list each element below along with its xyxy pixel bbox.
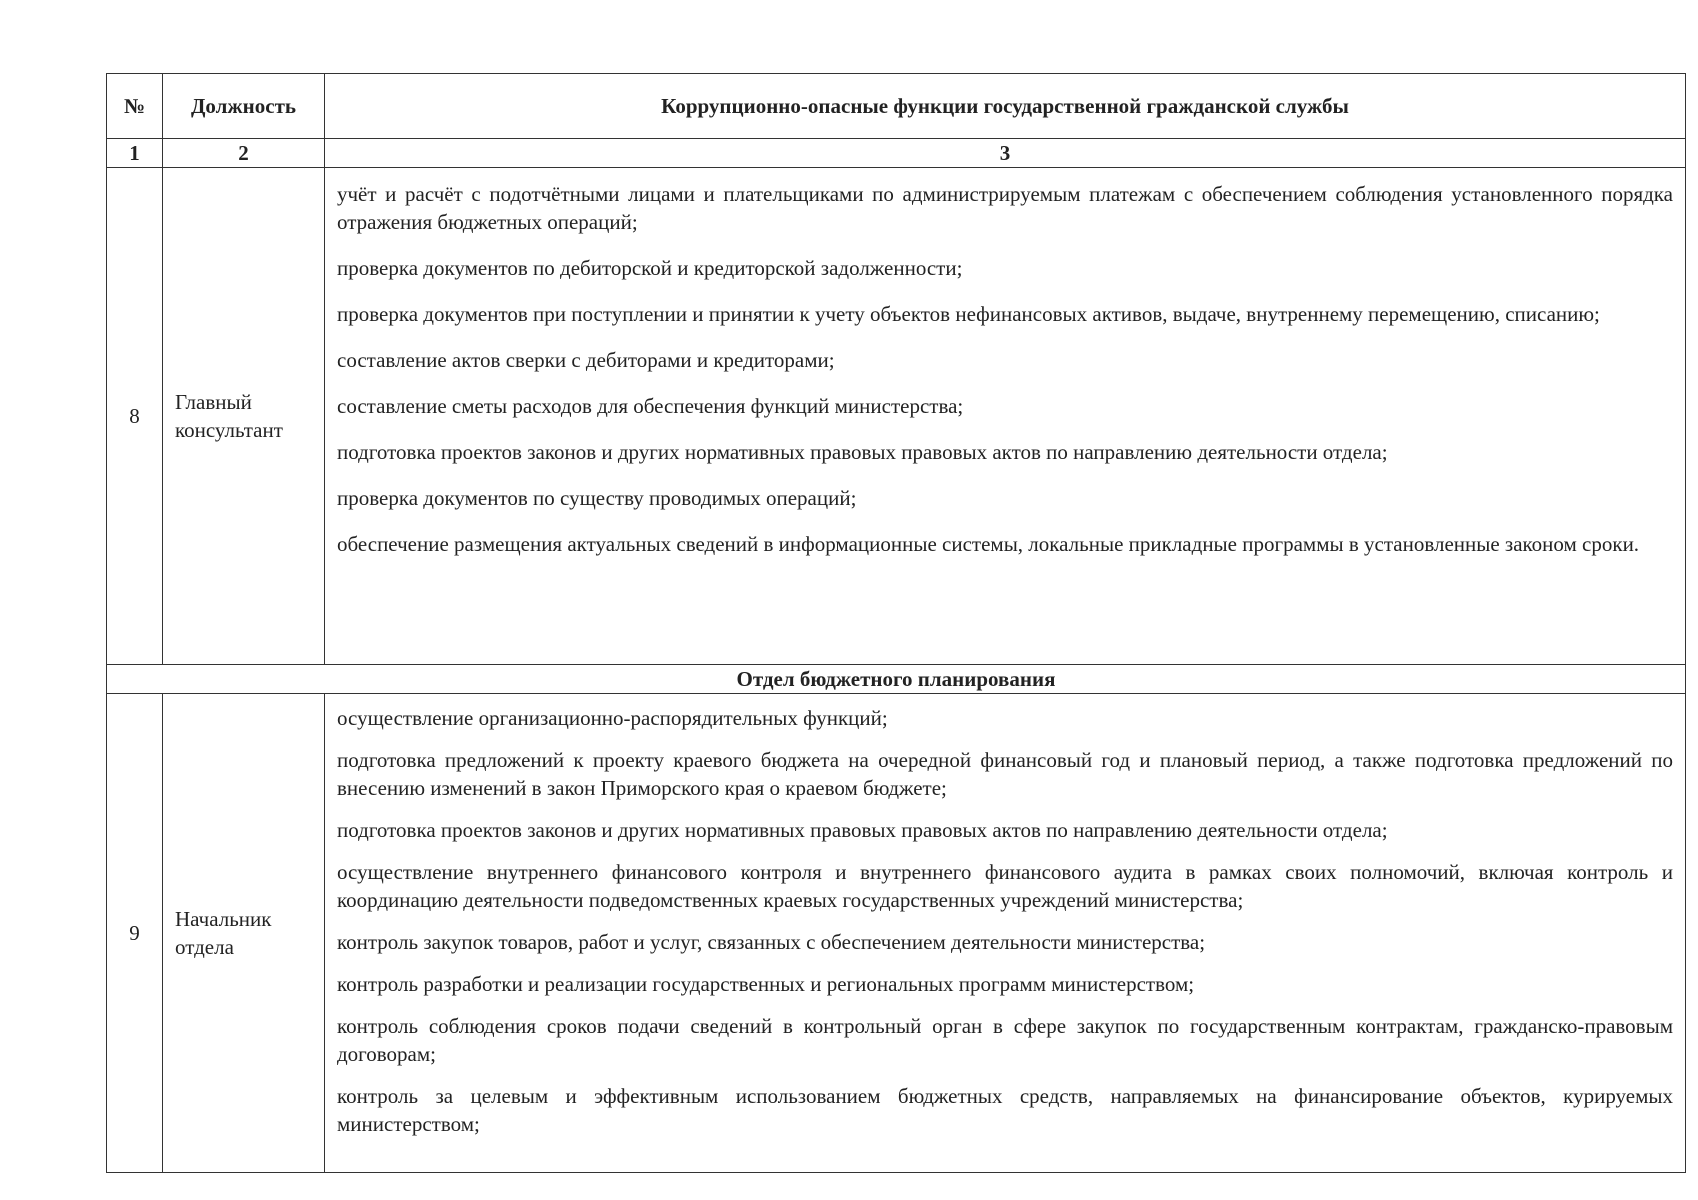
header-number: №	[107, 74, 163, 139]
function-item: проверка документов по существу проводимых операций;	[337, 486, 857, 510]
function-item: проверка документов по дебиторской и кредиторской задолженности;	[337, 256, 963, 280]
function-item: контроль закупок товаров, работ и услуг, связанных с обеспечением деятельности министерства;	[337, 930, 1206, 954]
table-row	[107, 694, 1686, 1173]
column-number-row	[107, 139, 1686, 168]
function-item: составление актов сверки с дебиторами и кредиторами;	[337, 348, 835, 372]
function-item: проверка документов при поступлении и принятии к учету объектов нефинансовых активов, выдаче, внутреннему перемещению, списанию;	[337, 302, 1600, 326]
row-number: 8	[107, 168, 163, 665]
corruption-functions-table	[106, 73, 1686, 1173]
row-number: 9	[107, 694, 163, 1173]
document-page	[106, 73, 1685, 1173]
department-row	[107, 665, 1686, 694]
function-item: осуществление организационно-распорядительных функций;	[337, 706, 888, 730]
function-item: контроль разработки и реализации государственных и региональных программ министерством;	[337, 972, 1195, 996]
header-row	[107, 74, 1686, 139]
row-position: Начальник отдела	[163, 694, 325, 1173]
function-item: контроль за целевым и эффективным использованием бюджетных средств, направляемых на финансирование объектов, курируемых министерством;	[337, 1084, 1673, 1136]
function-item: контроль соблюдения сроков подачи сведений в контрольный орган в сфере закупок по государственным контрактам, гражданско-правовым договорам;	[337, 1014, 1673, 1066]
row-functions	[325, 168, 1686, 665]
row-functions	[325, 694, 1686, 1173]
column-number-2: 2	[163, 139, 325, 168]
function-item: составление сметы расходов для обеспечения функций министерства;	[337, 394, 964, 418]
row-position: Главный консультант	[163, 168, 325, 665]
function-item: подготовка проектов законов и других нормативных правовых правовых актов по направлению деятельности отдела;	[337, 818, 1388, 842]
header-functions: Коррупционно-опасные функции государственной гражданской службы	[325, 74, 1686, 139]
function-item: обеспечение размещения актуальных сведений в информационные системы, локальные прикладные программы в установленные законом сроки.	[337, 532, 1640, 556]
function-item: подготовка проектов законов и других нормативных правовых правовых актов по направлению деятельности отдела;	[337, 440, 1388, 464]
header-position: Должность	[163, 74, 325, 139]
table-row	[107, 168, 1686, 665]
function-item: осуществление внутреннего финансового контроля и внутреннего финансового аудита в рамках своих полномочий, включая контроль и координацию деятельности подведомственных краевых государственных учреждений министерства;	[337, 860, 1673, 912]
column-number-1: 1	[107, 139, 163, 168]
function-item: подготовка предложений к проекту краевого бюджета на очередной финансовый год и плановый период, а также подготовка предложений по внесению изменений в закон Приморского края о краевом бюджете;	[337, 748, 1673, 800]
department-title: Отдел бюджетного планирования	[107, 665, 1686, 694]
column-number-3: 3	[325, 139, 1686, 168]
function-item: учёт и расчёт с подотчётными лицами и плательщиками по администрируемым платежам с обеспечением соблюдения установленного порядка отражения бюджетных операций;	[337, 182, 1673, 234]
